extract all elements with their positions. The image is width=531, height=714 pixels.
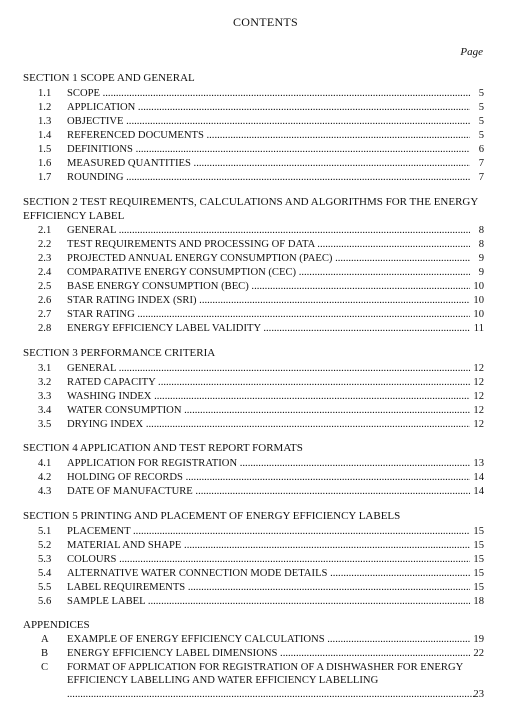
toc-entry[interactable]: 5.6 SAMPLE LABEL ..... 18 bbox=[38, 595, 484, 608]
toc-entry[interactable]: 1.7 ROUNDING ..... 7 bbox=[38, 171, 484, 184]
appendices-heading: APPENDICES bbox=[23, 619, 90, 631]
toc-entry-appendix[interactable]: A EXAMPLE OF ENERGY EFFICIENCY CALCULATIONS ..... 19 bbox=[38, 633, 484, 646]
page-title: CONTENTS bbox=[232, 15, 299, 29]
toc-entry[interactable]: 1.6 MEASURED QUANTITIES ..... 7 bbox=[38, 157, 484, 170]
toc-entry[interactable]: 3.3 WASHING INDEX ..... 12 bbox=[38, 390, 484, 403]
toc-entry[interactable]: 1.4 REFERENCED DOCUMENTS ..... 5 bbox=[38, 129, 484, 142]
toc-entry[interactable]: 2.8 ENERGY EFFICIENCY LABEL VALIDITY ..... 11 bbox=[38, 322, 484, 335]
appendix-page: 23 bbox=[473, 689, 484, 700]
toc-entry[interactable]: 5.3 COLOURS ..... 15 bbox=[38, 553, 484, 566]
toc-entry[interactable]: 2.2 TEST REQUIREMENTS AND PROCESSING OF DATA ..... 8 bbox=[38, 238, 484, 251]
toc-entry[interactable]: 1.2 APPLICATION ..... 5 bbox=[38, 101, 484, 114]
toc-entry[interactable]: 2.3 PROJECTED ANNUAL ENERGY CONSUMPTION (PAEC) ..... 9 bbox=[38, 252, 484, 265]
page-column-label: Page bbox=[460, 46, 483, 58]
toc-entry[interactable]: 2.6 STAR RATING INDEX (SRI) ..... 10 bbox=[38, 294, 484, 307]
toc-entry[interactable]: 1.3 OBJECTIVE ..... 5 bbox=[38, 115, 484, 128]
toc-entry[interactable]: 5.5 LABEL REQUIREMENTS ..... 15 bbox=[38, 581, 484, 594]
toc-entry[interactable]: 5.1 PLACEMENT ..... 15 bbox=[38, 525, 484, 538]
toc-entry[interactable]: 4.2 HOLDING OF RECORDS ..... 14 bbox=[38, 471, 484, 484]
section-heading: SECTION 2 TEST REQUIREMENTS, CALCULATIONS AND ALGORITHMS FOR THE ENERGY EFFICIENCY LABEL bbox=[23, 196, 478, 222]
appendix-label: FORMAT OF APPLICATION FOR REGISTRATION OF A DISHWASHER FOR ENERGY EFFICIENCY LABELLING AND WATER EFFICIENCY LABELLING bbox=[67, 662, 463, 686]
section-heading: SECTION 5 PRINTING AND PLACEMENT OF ENERGY EFFICIENCY LABELS bbox=[23, 510, 401, 522]
section-heading: SECTION 3 PERFORMANCE CRITERIA bbox=[23, 347, 216, 359]
toc-entry[interactable]: 5.4 ALTERNATIVE WATER CONNECTION MODE DETAILS ..... 15 bbox=[38, 567, 484, 580]
toc-entry[interactable]: 3.2 RATED CAPACITY ..... 12 bbox=[38, 376, 484, 389]
toc-entry[interactable]: 4.3 DATE OF MANUFACTURE ..... 14 bbox=[38, 485, 484, 498]
toc-entry[interactable]: 3.1 GENERAL ..... 12 bbox=[38, 362, 484, 375]
appendix-letter: C bbox=[41, 662, 49, 673]
toc-entry[interactable]: 2.7 STAR RATING ..... 10 bbox=[38, 308, 484, 321]
toc-entry[interactable]: 1.5 DEFINITIONS ..... 6 bbox=[38, 143, 484, 156]
toc-entry-appendix[interactable]: B ENERGY EFFICIENCY LABEL DIMENSIONS ..... 22 bbox=[38, 647, 484, 660]
toc-entry[interactable]: 3.4 WATER CONSUMPTION ..... 12 bbox=[38, 404, 484, 417]
toc-entry[interactable]: 3.5 DRYING INDEX ..... 12 bbox=[38, 418, 484, 431]
toc-entry[interactable]: 5.2 MATERIAL AND SHAPE ..... 15 bbox=[38, 539, 484, 552]
toc-entry[interactable]: 4.1 APPLICATION FOR REGISTRATION ..... 13 bbox=[38, 457, 484, 470]
toc-entry[interactable]: 2.5 BASE ENERGY CONSUMPTION (BEC) ..... 10 bbox=[38, 280, 484, 293]
section-heading: SECTION 1 SCOPE AND GENERAL bbox=[23, 72, 195, 84]
leader-dots bbox=[67, 688, 474, 701]
toc-entry[interactable]: 1.1 SCOPE ..... 5 bbox=[38, 87, 484, 100]
section-heading: SECTION 4 APPLICATION AND TEST REPORT FORMATS bbox=[23, 442, 303, 454]
toc-entry[interactable]: 2.4 COMPARATIVE ENERGY CONSUMPTION (CEC) ..... 9 bbox=[38, 266, 484, 279]
toc-entry[interactable]: 2.1 GENERAL ..... 8 bbox=[38, 224, 484, 237]
